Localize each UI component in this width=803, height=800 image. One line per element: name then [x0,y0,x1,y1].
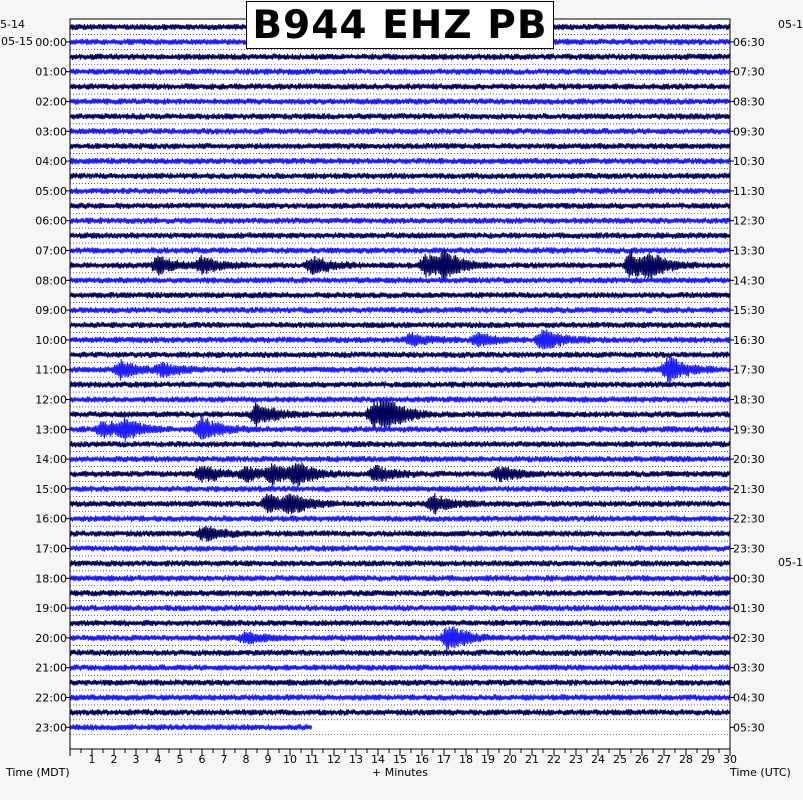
right-hour-label: 03:30 [733,661,765,675]
x-tick-label: 22 [547,753,561,766]
chart-title: B944 EHZ PB [246,1,554,49]
x-tick-label: 30 [723,753,737,766]
x-tick-label: 18 [459,753,473,766]
left-hour-label: 04:00 [35,155,67,169]
left-axis-title: Time (MDT) [6,766,70,779]
left-hour-label: 22:00 [35,691,67,705]
x-tick-label: 20 [503,753,517,766]
left-hour-label: 03:00 [35,125,67,139]
right-hour-label: 16:30 [733,333,765,347]
right-hour-label: 09:30 [733,125,765,139]
right-hour-label: 13:30 [733,244,765,258]
x-tick-label: 3 [132,753,140,766]
x-tick-label: 10 [283,753,297,766]
x-tick-label: 26 [635,753,649,766]
x-tick-label: 13 [349,753,363,766]
x-axis-title: + Minutes [372,766,429,779]
left-hour-label: 00:00 [35,35,67,49]
left-hour-label: 07:00 [35,244,67,258]
x-tick-label: 11 [305,753,319,766]
x-tick-label: 15 [393,753,407,766]
right-hour-label: 21:30 [733,482,765,496]
left-hour-label: 05:00 [35,184,67,198]
right-hour-label: 05:30 [733,721,765,735]
left-hour-label: 17:00 [35,542,67,556]
x-tick-label: 1 [88,753,96,766]
left-second-date: 05-15 [1,35,33,48]
left-hour-label: 20:00 [35,631,67,645]
right-hour-label: 06:30 [733,35,765,49]
x-tick-label: 8 [242,753,250,766]
right-hour-label: 18:30 [733,393,765,407]
left-hour-label: 02:00 [35,95,67,109]
x-tick-label: 7 [220,753,228,766]
right-hour-label: 20:30 [733,453,765,467]
right-axis-title: Time (UTC) [730,766,791,779]
right-hour-label: 07:30 [733,65,765,79]
x-tick-label: 29 [701,753,715,766]
right-hour-label: 01:30 [733,602,765,616]
x-tick-label: 25 [613,753,627,766]
left-hour-label: 10:00 [35,333,67,347]
left-hour-label: 14:00 [35,453,67,467]
right-hour-label: 17:30 [733,363,765,377]
left-hour-label: 09:00 [35,304,67,318]
x-tick-label: 19 [481,753,495,766]
x-tick-label: 14 [371,753,385,766]
right-hour-label: 23:30 [733,542,765,556]
x-tick-label: 9 [264,753,272,766]
left-hour-label: 21:00 [35,661,67,675]
right-hour-label: 04:30 [733,691,765,705]
x-tick-label: 27 [657,753,671,766]
x-tick-label: 24 [591,753,605,766]
x-tick-label: 21 [525,753,539,766]
right-hour-label: 00:30 [733,572,765,586]
left-start-date: 5-14 [0,18,25,31]
left-hour-label: 08:00 [35,274,67,288]
x-tick-label: 28 [679,753,693,766]
x-tick-label: 2 [110,753,118,766]
left-hour-label: 11:00 [35,363,67,377]
left-hour-label: 15:00 [35,482,67,496]
right-hour-label: 22:30 [733,512,765,526]
right-hour-label: 08:30 [733,95,765,109]
left-hour-label: 13:00 [35,423,67,437]
left-hour-label: 18:00 [35,572,67,586]
x-tick-label: 6 [198,753,206,766]
right-hour-label: 02:30 [733,631,765,645]
right-hour-label: 14:30 [733,274,765,288]
right-hour-label: 10:30 [733,155,765,169]
left-hour-label: 01:00 [35,65,67,79]
right-hour-label: 19:30 [733,423,765,437]
left-hour-label: 12:00 [35,393,67,407]
x-tick-label: 23 [569,753,583,766]
left-hour-label: 16:00 [35,512,67,526]
x-tick-label: 17 [437,753,451,766]
left-hour-label: 23:00 [35,721,67,735]
right-hour-label: 12:30 [733,214,765,228]
x-tick-label: 5 [176,753,184,766]
x-tick-label: 16 [415,753,429,766]
left-hour-label: 06:00 [35,214,67,228]
right-hour-label: 11:30 [733,184,765,198]
x-tick-label: 12 [327,753,341,766]
right-second-date: 05-1 [778,556,803,569]
right-hour-label: 15:30 [733,304,765,318]
right-start-date: 05-1 [778,18,803,31]
x-tick-label: 4 [154,753,162,766]
left-hour-label: 19:00 [35,602,67,616]
